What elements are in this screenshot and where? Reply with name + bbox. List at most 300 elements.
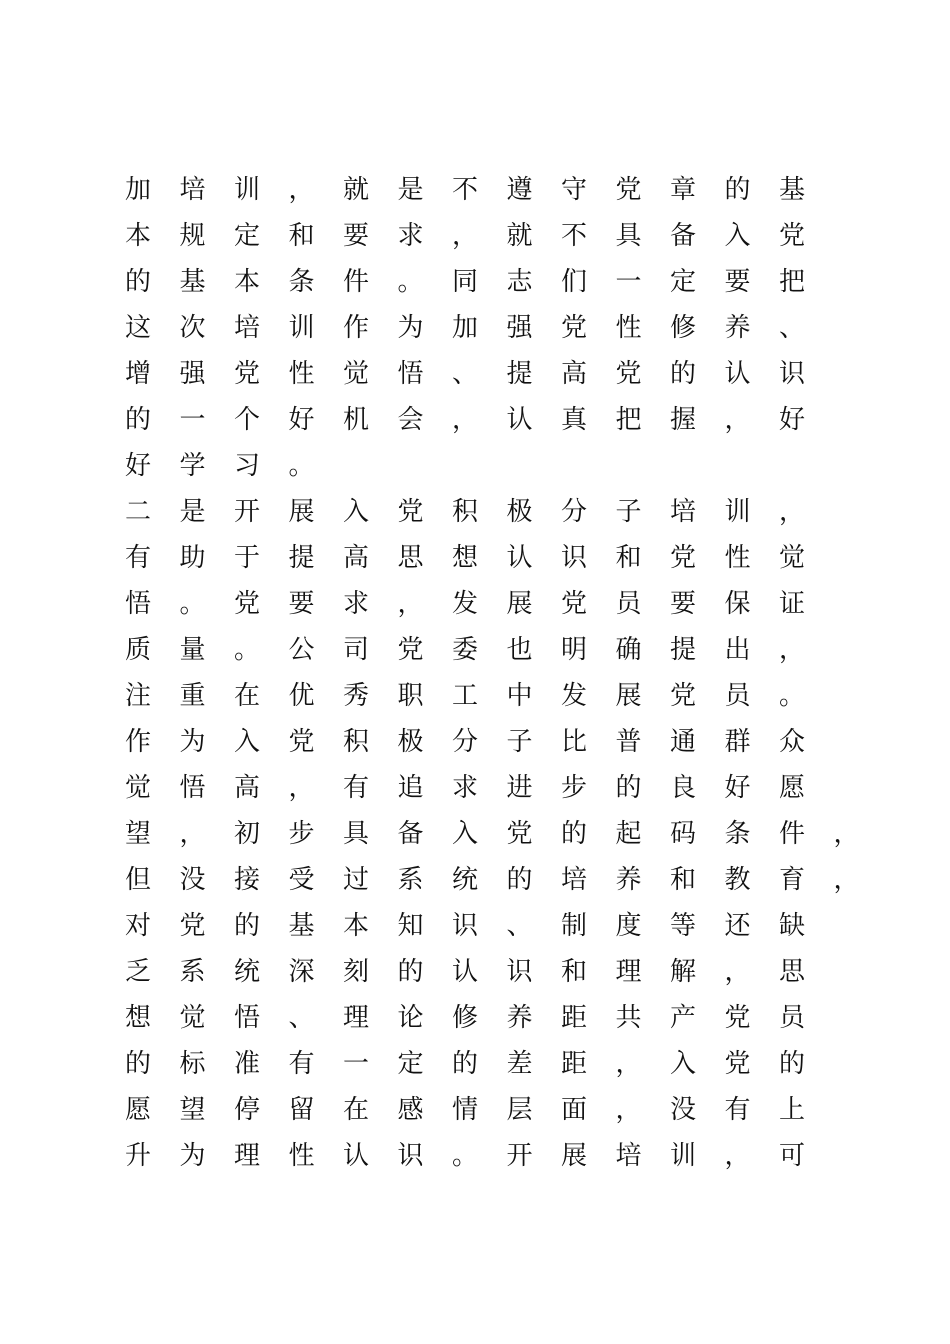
character: 养 [615, 865, 642, 895]
character: 训 [669, 1141, 696, 1171]
character: 件 [342, 267, 369, 297]
character: 愿 [124, 1095, 151, 1125]
text-line [0, 1041, 950, 1087]
character: 党 [560, 589, 587, 619]
character: 党 [669, 543, 696, 573]
character: 有 [288, 1049, 315, 1079]
character: 员 [778, 1003, 805, 1033]
character: 在 [342, 1095, 369, 1125]
character: 过 [342, 865, 369, 895]
character: 受 [288, 865, 315, 895]
text-line [0, 397, 950, 443]
character: 好 [778, 405, 805, 435]
character: ， [288, 773, 315, 803]
character: 起 [615, 819, 642, 849]
character: 的 [560, 819, 587, 849]
character: 质 [124, 635, 151, 665]
character: 识 [451, 911, 478, 941]
character: 理 [615, 957, 642, 987]
character: 要 [342, 221, 369, 251]
character: 度 [615, 911, 642, 941]
character: 委 [451, 635, 478, 665]
character: 党 [233, 359, 260, 389]
character: 就 [506, 221, 533, 251]
character: 认 [506, 405, 533, 435]
character: 定 [669, 267, 696, 297]
character: 认 [506, 543, 533, 573]
character: 强 [506, 313, 533, 343]
character: 和 [288, 221, 315, 251]
character: 机 [342, 405, 369, 435]
character: 职 [397, 681, 424, 711]
character: ， [778, 635, 805, 665]
character: 进 [506, 773, 533, 803]
character: 性 [288, 1141, 315, 1171]
character: 还 [724, 911, 751, 941]
character: 愿 [778, 773, 805, 803]
character: 出 [724, 635, 751, 665]
character: 认 [724, 359, 751, 389]
character: 子 [615, 497, 642, 527]
character: 为 [179, 1141, 206, 1171]
character: 定 [233, 221, 260, 251]
character: 的 [615, 773, 642, 803]
character: ， [451, 221, 478, 251]
character: 。 [778, 681, 805, 711]
character: 明 [560, 635, 587, 665]
character: 一 [615, 267, 642, 297]
character: 的 [506, 865, 533, 895]
text-line [0, 305, 950, 351]
text-line [0, 259, 950, 305]
character: 党 [397, 635, 424, 665]
character: 入 [342, 497, 369, 527]
character: 识 [506, 957, 533, 987]
character: 性 [615, 313, 642, 343]
character: 性 [288, 359, 315, 389]
character: 修 [451, 1003, 478, 1033]
character: 把 [615, 405, 642, 435]
character: 极 [397, 727, 424, 757]
character: 养 [506, 1003, 533, 1033]
character: 悟 [179, 773, 206, 803]
character: 入 [233, 727, 260, 757]
character: 提 [669, 635, 696, 665]
character: 们 [560, 267, 587, 297]
character: 子 [506, 727, 533, 757]
character: 重 [179, 681, 206, 711]
text-line [0, 581, 950, 627]
character: 秀 [342, 681, 369, 711]
character: 和 [669, 865, 696, 895]
character: 基 [288, 911, 315, 941]
character: 志 [506, 267, 533, 297]
character: 展 [560, 1141, 587, 1171]
character: 强 [179, 359, 206, 389]
character: ， [615, 1095, 642, 1125]
text-line [0, 719, 950, 765]
character: ， [724, 957, 751, 987]
character: 有 [342, 773, 369, 803]
character: 。 [451, 1141, 478, 1171]
character: ， [833, 819, 860, 849]
character: 培 [615, 1141, 642, 1171]
character: 优 [288, 681, 315, 711]
character: 培 [560, 865, 587, 895]
character: 遵 [506, 175, 533, 205]
character: 刻 [342, 957, 369, 987]
character: 比 [560, 727, 587, 757]
character: 本 [233, 267, 260, 297]
character: 条 [724, 819, 751, 849]
character: 望 [124, 819, 151, 849]
character: 。 [397, 267, 424, 297]
character: 悟 [124, 589, 151, 619]
character: 好 [124, 451, 151, 481]
character: 把 [778, 267, 805, 297]
character: 性 [724, 543, 751, 573]
character: 的 [124, 1049, 151, 1079]
character: 开 [233, 497, 260, 527]
character: 没 [179, 865, 206, 895]
character: 党 [724, 1049, 751, 1079]
text-line [0, 167, 950, 213]
character: 理 [342, 1003, 369, 1033]
character: 真 [560, 405, 587, 435]
text-line [0, 765, 950, 811]
character: 证 [778, 589, 805, 619]
character: 距 [560, 1049, 587, 1079]
character: ， [615, 1049, 642, 1079]
character: 要 [288, 589, 315, 619]
character: 入 [724, 221, 751, 251]
character: 基 [179, 267, 206, 297]
character: 上 [778, 1095, 805, 1125]
character: 系 [179, 957, 206, 987]
character: 缺 [778, 911, 805, 941]
character: 握 [669, 405, 696, 435]
character: 的 [724, 175, 751, 205]
character: 是 [179, 497, 206, 527]
character: 对 [124, 911, 151, 941]
character: ， [179, 819, 206, 849]
character: 觉 [124, 773, 151, 803]
character: 要 [669, 589, 696, 619]
character: 的 [397, 957, 424, 987]
text-line [0, 443, 950, 489]
character: 情 [451, 1095, 478, 1125]
character: 、 [288, 1003, 315, 1033]
character: 员 [724, 681, 751, 711]
character: 和 [560, 957, 587, 987]
character: 、 [451, 359, 478, 389]
character: 论 [397, 1003, 424, 1033]
character: 党 [615, 175, 642, 205]
character: 公 [288, 635, 315, 665]
character: 提 [288, 543, 315, 573]
character: 的 [233, 911, 260, 941]
character: 守 [560, 175, 587, 205]
character: 养 [724, 313, 751, 343]
character: ， [778, 497, 805, 527]
character: 具 [342, 819, 369, 849]
character: 觉 [179, 1003, 206, 1033]
character: 、 [506, 911, 533, 941]
character: 群 [724, 727, 751, 757]
character: 积 [342, 727, 369, 757]
character: 系 [397, 865, 424, 895]
character: 注 [124, 681, 151, 711]
character: 接 [233, 865, 260, 895]
character: 乏 [124, 957, 151, 987]
character: 解 [669, 957, 696, 987]
text-line [0, 949, 950, 995]
character: 识 [560, 543, 587, 573]
character: 备 [397, 819, 424, 849]
character: 觉 [342, 359, 369, 389]
character: 员 [615, 589, 642, 619]
character: 等 [669, 911, 696, 941]
character: 教 [724, 865, 751, 895]
character: 停 [233, 1095, 260, 1125]
character: 深 [288, 957, 315, 987]
character: 求 [397, 221, 424, 251]
character: 党 [560, 313, 587, 343]
character: 初 [233, 819, 260, 849]
character: 不 [451, 175, 478, 205]
character: 这 [124, 313, 151, 343]
character: 留 [288, 1095, 315, 1125]
character: 极 [506, 497, 533, 527]
character: 训 [288, 313, 315, 343]
character: 也 [506, 635, 533, 665]
character: 和 [615, 543, 642, 573]
character: 入 [669, 1049, 696, 1079]
character: 党 [669, 681, 696, 711]
character: 同 [451, 267, 478, 297]
character: 党 [233, 589, 260, 619]
character: 党 [397, 497, 424, 527]
character: 统 [233, 957, 260, 987]
character: 。 [233, 635, 260, 665]
character: 是 [397, 175, 424, 205]
character: 通 [669, 727, 696, 757]
character: 发 [451, 589, 478, 619]
character: 距 [560, 1003, 587, 1033]
character: 党 [288, 727, 315, 757]
character: 作 [342, 313, 369, 343]
character: 开 [506, 1141, 533, 1171]
character: 个 [233, 405, 260, 435]
character: 步 [288, 819, 315, 849]
character: ， [288, 175, 315, 205]
text-line [0, 995, 950, 1041]
text-line [0, 811, 950, 857]
character: 助 [179, 543, 206, 573]
character: 发 [560, 681, 587, 711]
character: 的 [451, 1049, 478, 1079]
character: 共 [615, 1003, 642, 1033]
text-line [0, 673, 950, 719]
character: 增 [124, 359, 151, 389]
character: 良 [669, 773, 696, 803]
character: 条 [288, 267, 315, 297]
character: 但 [124, 865, 151, 895]
character: 识 [778, 359, 805, 389]
character: 党 [615, 359, 642, 389]
character: 感 [397, 1095, 424, 1125]
character: 步 [560, 773, 587, 803]
character: 分 [560, 497, 587, 527]
character: 规 [179, 221, 206, 251]
character: 在 [233, 681, 260, 711]
character: 高 [342, 543, 369, 573]
character: 加 [451, 313, 478, 343]
character: 次 [179, 313, 206, 343]
character: 党 [506, 819, 533, 849]
character: 。 [288, 451, 315, 481]
character: 会 [397, 405, 424, 435]
character: 的 [669, 359, 696, 389]
character: 理 [233, 1141, 260, 1171]
character: 产 [669, 1003, 696, 1033]
character: 认 [342, 1141, 369, 1171]
character: 学 [179, 451, 206, 481]
character: ， [451, 405, 478, 435]
character: 展 [506, 589, 533, 619]
character: 思 [778, 957, 805, 987]
text-line [0, 1133, 950, 1179]
character: 展 [288, 497, 315, 527]
character: 展 [615, 681, 642, 711]
character: 没 [669, 1095, 696, 1125]
character: 保 [724, 589, 751, 619]
character: 要 [724, 267, 751, 297]
character: ， [724, 1141, 751, 1171]
character: 习 [233, 451, 260, 481]
character: 分 [451, 727, 478, 757]
character: 培 [233, 313, 260, 343]
text-line [0, 857, 950, 903]
character: 作 [124, 727, 151, 757]
character: 的 [124, 267, 151, 297]
character: 标 [179, 1049, 206, 1079]
character: 党 [778, 221, 805, 251]
text-line [0, 535, 950, 581]
character: 好 [724, 773, 751, 803]
character: 定 [397, 1049, 424, 1079]
character: 党 [179, 911, 206, 941]
character: 统 [451, 865, 478, 895]
character: 高 [233, 773, 260, 803]
character: 准 [233, 1049, 260, 1079]
character: 好 [288, 405, 315, 435]
character: ， [724, 405, 751, 435]
character: 悟 [397, 359, 424, 389]
character: 。 [179, 589, 206, 619]
character: 工 [451, 681, 478, 711]
character: 求 [451, 773, 478, 803]
character: 备 [669, 221, 696, 251]
character: 积 [451, 497, 478, 527]
character: 悟 [233, 1003, 260, 1033]
character: 差 [506, 1049, 533, 1079]
character: 入 [451, 819, 478, 849]
character: 高 [560, 359, 587, 389]
character: 就 [342, 175, 369, 205]
character: 件 [778, 819, 805, 849]
character: 想 [451, 543, 478, 573]
character: 司 [342, 635, 369, 665]
character: 确 [615, 635, 642, 665]
character: 中 [506, 681, 533, 711]
text-line [0, 489, 950, 535]
character: 识 [397, 1141, 424, 1171]
text-line [0, 1087, 950, 1133]
character: 求 [342, 589, 369, 619]
text-line [0, 903, 950, 949]
character: 普 [615, 727, 642, 757]
character: 章 [669, 175, 696, 205]
character: 于 [233, 543, 260, 573]
character: 的 [778, 1049, 805, 1079]
character: 二 [124, 497, 151, 527]
character: 为 [397, 313, 424, 343]
character: 党 [724, 1003, 751, 1033]
character: 、 [778, 313, 805, 343]
character: ， [397, 589, 424, 619]
text-line [0, 213, 950, 259]
character: 升 [124, 1141, 151, 1171]
character: 知 [397, 911, 424, 941]
character: 众 [778, 727, 805, 757]
character: 不 [560, 221, 587, 251]
character: 本 [124, 221, 151, 251]
character: 提 [506, 359, 533, 389]
text-line [0, 627, 950, 673]
character: 训 [233, 175, 260, 205]
character: 基 [778, 175, 805, 205]
character: 认 [451, 957, 478, 987]
character: 制 [560, 911, 587, 941]
character: 追 [397, 773, 424, 803]
character: 培 [669, 497, 696, 527]
character: 加 [124, 175, 151, 205]
character: 有 [724, 1095, 751, 1125]
character: 层 [506, 1095, 533, 1125]
character: 具 [615, 221, 642, 251]
character: 思 [397, 543, 424, 573]
character: 一 [342, 1049, 369, 1079]
character: 为 [179, 727, 206, 757]
character: 一 [179, 405, 206, 435]
character: 的 [124, 405, 151, 435]
character: 码 [669, 819, 696, 849]
character: 训 [724, 497, 751, 527]
character: 本 [342, 911, 369, 941]
character: ， [833, 865, 860, 895]
character: 可 [778, 1141, 805, 1171]
character: 有 [124, 543, 151, 573]
character: 修 [669, 313, 696, 343]
character: 培 [179, 175, 206, 205]
character: 量 [179, 635, 206, 665]
character: 面 [560, 1095, 587, 1125]
character: 望 [179, 1095, 206, 1125]
character: 育 [778, 865, 805, 895]
character: 想 [124, 1003, 151, 1033]
character: 觉 [778, 543, 805, 573]
